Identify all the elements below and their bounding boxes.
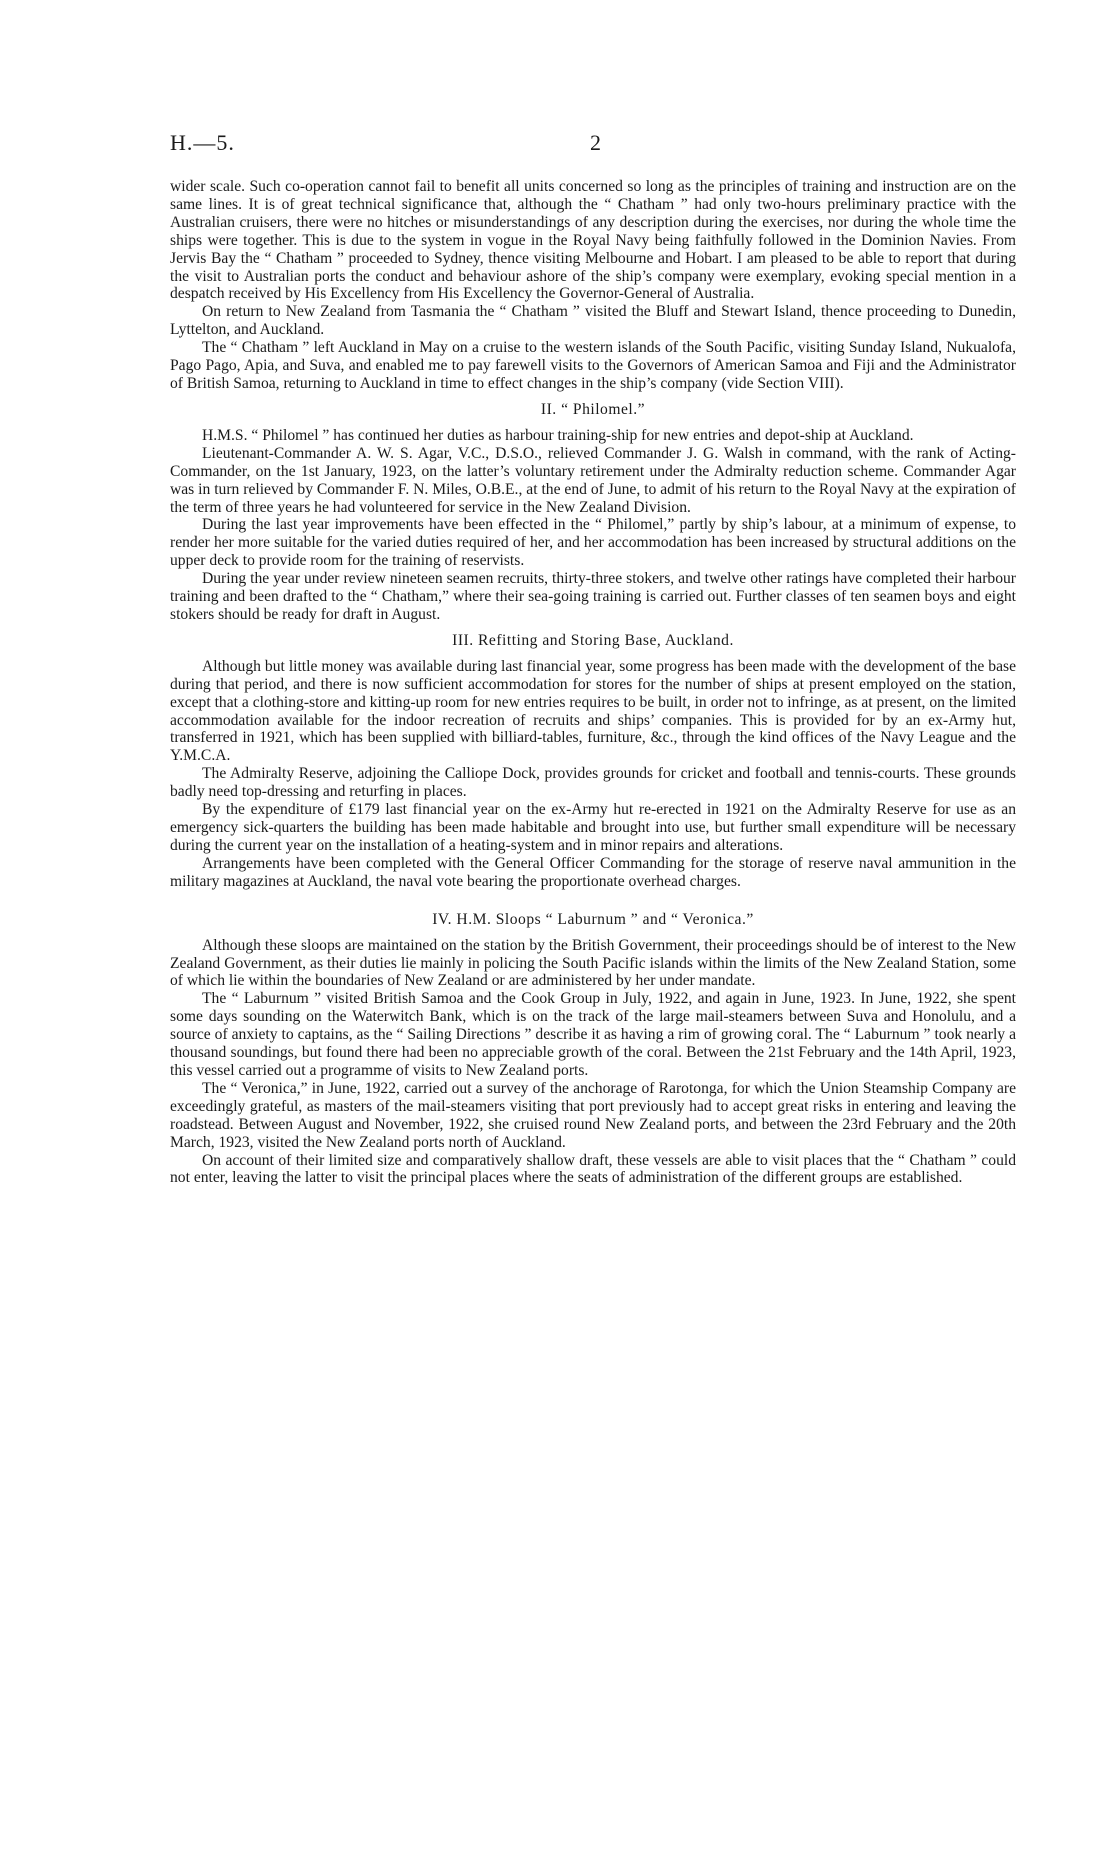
section-heading-refitting-base: III. Refitting and Storing Base, Auckland. — [452, 631, 734, 649]
section-heading-sloops: IV. H.M. Sloops “ Laburnum ” and “ Veronica.” — [432, 910, 754, 928]
paragraph: During the last year improvements have been effected in the “ Philomel,” partly by ship’s labour, at a minimum of expense, to render her more suitable for the varied duties required of her, and her accommodation has been increased by structural additions on the upper deck to provide room for the training of reservists. — [170, 516, 1016, 570]
paragraph: Although but little money was available during last financial year, some progress has been made with the development of the base during that period, and there is now sufficient accommodation for stores for the number of ships at present employed on the station, except that a clothing-store and kitting-up room for new entries requires to be built, in order not to infringe, as at present, on the limited accommodation available for the indoor recreation of recruits and ships’ companies. This is provided for by an ex-Army hut, transferred in 1921, which has been supplied with billiard-tables, furniture, &c., through the kind offices of the Navy League and the Y.M.C.A. — [170, 657, 1016, 765]
paragraph: The “ Veronica,” in June, 1922, carried out a survey of the anchorage of Rarotonga, for which the Union Steamship Company are exceedingly grateful, as masters of the mail-steamers visiting that port previously had to accept great risks in entering and leaving the roadstead. Between August and November, 1922, she cruised round New Zealand ports, and between the 23rd February and the 20th March, 1923, visited the New Zealand ports north of Auckland. — [170, 1079, 1016, 1151]
document-body — [170, 178, 1016, 1187]
document-reference: H.—5. — [170, 130, 235, 155]
paragraph: On return to New Zealand from Tasmania the “ Chatham ” visited the Bluff and Stewart Island, thence proceeding to Dunedin, Lyttelton, and Auckland. — [170, 303, 1016, 339]
paragraph: Although these sloops are maintained on the station by the British Government, their proceedings should be of interest to the New Zealand Government, as their duties lie mainly in policing the South Pacific islands within the limits of the New Zealand Station, some of which lie within the boundaries of New Zealand or are administered by her under mandate. — [170, 936, 1016, 990]
section-heading-philomel: II. “ Philomel.” — [540, 400, 646, 418]
paragraph: Arrangements have been completed with the General Officer Commanding for the storage of reserve naval ammunition in the military magazines at Auckland, the naval vote bearing the proportionate overhead charges. — [170, 854, 1016, 890]
paragraph: The “ Chatham ” left Auckland in May on a cruise to the western islands of the South Pacific, visiting Sunday Island, Nukualofa, Pago Pago, Apia, and Suva, and enabled me to pay farewell visits to the Governors of American Samoa and Fiji and the Administrator of British Samoa, returning to Auckland in time to effect changes in the ship’s company (vide Section VIII). — [170, 339, 1016, 392]
paragraph: The Admiralty Reserve, adjoining the Calliope Dock, provides grounds for cricket and football and tennis-courts. These grounds badly need top-dressing and returfing in places. — [170, 765, 1016, 801]
paragraph: On account of their limited size and comparatively shallow draft, these vessels are able to visit places that the “ Chatham ” could not enter, leaving the latter to visit the principal places where the seats of administration of the different groups are established. — [170, 1151, 1016, 1187]
section-spacer — [170, 891, 1016, 903]
paragraph: By the expenditure of £179 last financial year on the ex-Army hut re-erected in 1921 on the Admiralty Reserve for use as an emergency sick-quarters the building has been made habitable and brought into use, but further small expenditure will be necessary during the current year on the installation of a heating-system and in minor repairs and alterations. — [170, 801, 1016, 854]
paragraph: During the year under review nineteen seamen recruits, thirty-three stokers, and twelve other ratings have completed their harbour training and been drafted to the “ Chatham,” where their sea-going training is carried out. Further classes of ten seamen boys and eight stokers should be ready for draft in August. — [170, 570, 1016, 623]
paragraph: Lieutenant-Commander A. W. S. Agar, V.C., D.S.O., relieved Commander J. G. Walsh in command, with the rank of Acting-Commander, on the 1st January, 1923, on the latter’s voluntary retirement under the Admiralty reduction scheme. Commander Agar was in turn relieved by Commander F. N. Miles, O.B.E., at the end of June, to admit of his return to the Royal Navy at the expiration of the term of three years he had volunteered for service in the New Zealand Division. — [170, 444, 1016, 516]
paragraph: wider scale. Such co-operation cannot fail to benefit all units concerned so long as the principles of training and instruction are on the same lines. It is of great technical significance that, although the “ Chatham ” had only two-hours preliminary practice with the Australian cruisers, there were no hitches or misunderstandings of any description during the exercises, nor during the whole time the ships were together. This is due to the system in vogue in the Royal Navy being faithfully followed in the Dominion Navies. From Jervis Bay the “ Chatham ” proceeded to Sydney, thence visiting Melbourne and Hobart. I am pleased to be able to report that during the visit to Australian ports the conduct and behaviour ashore of the ship’s company were exemplary, evoking special mention in a despatch received by His Excellency from His Excellency the Governor-General of Australia. — [170, 178, 1016, 303]
paragraph: The “ Laburnum ” visited British Samoa and the Cook Group in July, 1922, and again in June, 1923. In June, 1922, she spent some days sounding on the Waterwitch Bank, which is on the track of the large mail-steamers between Suva and Honolulu, and a source of anxiety to captains, as the “ Sailing Directions ” describe it as having a rim of growing coral. The “ Laburnum ” took nearly a thousand soundings, but found there had been no appreciable growth of the coral. Between the 21st February and the 14th April, 1923, this vessel carried out a programme of visits to New Zealand ports. — [170, 990, 1016, 1079]
paragraph: H.M.S. “ Philomel ” has continued her duties as harbour training-ship for new entries and depot-ship at Auckland. — [202, 426, 914, 444]
page-number: 2 — [590, 130, 601, 155]
page-header — [170, 128, 1016, 168]
